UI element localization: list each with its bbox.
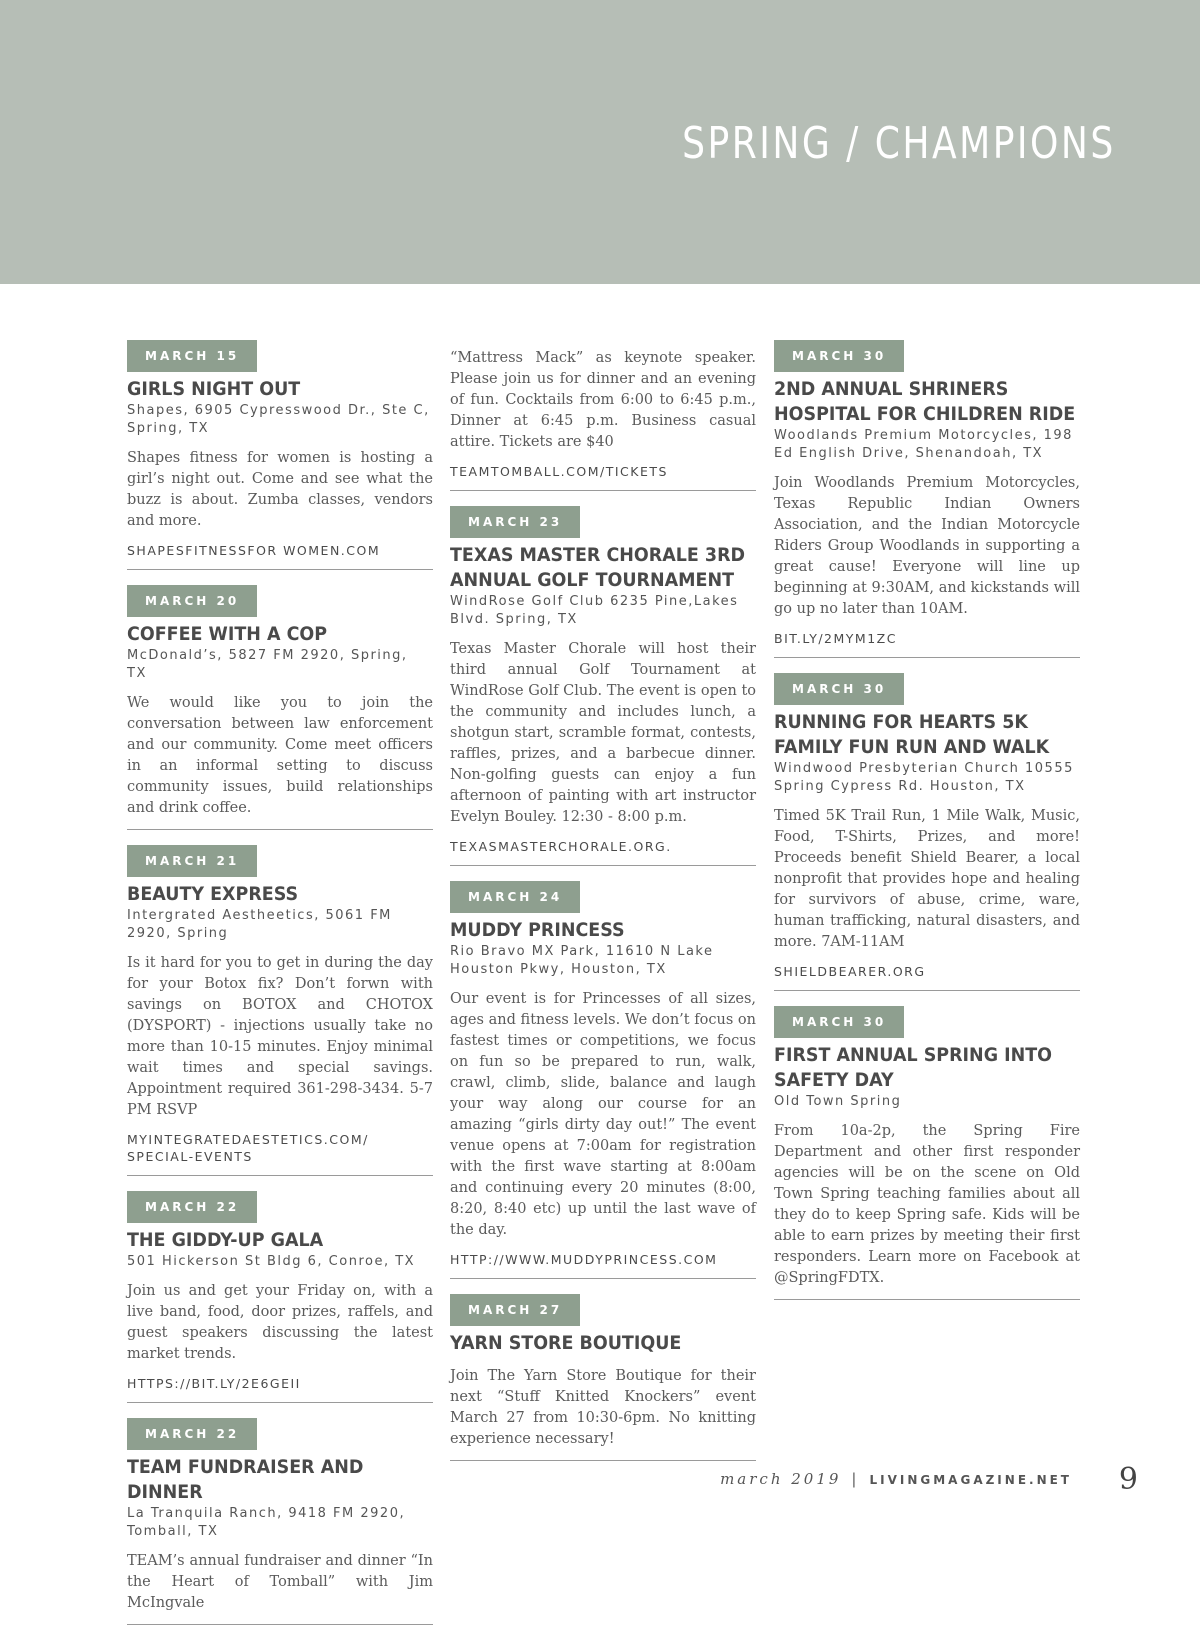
date-badge: MARCH 30 bbox=[774, 340, 904, 372]
event-description: Join The Yarn Store Boutique for their next “Stuff Knitted Knockers” event March 27 from 10:30-6pm. No knitting experience necessary! bbox=[450, 1368, 756, 1447]
event-description: We would like you to join the conversation between law enforcement and our community. Come meet officers in an informal setting to discuss community issues, build relationships and drink coffee. bbox=[127, 695, 433, 816]
event-description: Timed 5K Trail Run, 1 Mile Walk, Music, Food, T-Shirts, Prizes, and more! Proceeds benefit Shield Bearer, a local nonprofit that provides hope and healing for survivors of abuse, crime, ware, human trafficking, natural disasters, and more. 7AM-11AM bbox=[774, 808, 1080, 950]
event-description: Is it hard for you to get in during the day for your Botox fix? Don’t forwn with savings on BOTOX and CHOTOX (DYSPORT) - injections usually take no more than 10-15 minutes. Enjoy minimal wait times and special savings. Appointment required 361-298-3434. 5-7 PM RSVP bbox=[127, 955, 433, 1118]
date-badge: MARCH 30 bbox=[774, 673, 904, 705]
event-title: 2ND ANNUAL SHRINERS HOSPITAL FOR CHILDREN RIDE bbox=[774, 378, 1076, 425]
date-badge: MARCH 15 bbox=[127, 340, 257, 372]
date-badge: MARCH 30 bbox=[774, 1006, 904, 1038]
event-listing bbox=[774, 1006, 1080, 1300]
date-badge: MARCH 27 bbox=[450, 1294, 580, 1326]
event-description: “Mattress Mack” as keynote speaker. Please join us for dinner and an evening of fun. Cocktails from 6:00 to 6:45 p.m., Dinner at 6:45 p.m. Business casual attire. Tickets are $40 bbox=[450, 350, 756, 450]
event-description: Join Woodlands Premium Motorcycles, Texas Republic Indian Owners Association, and the Indian Motorcycle Riders Group Woodlands in supporting a great cause! Everyone will line up beginning at 9:30AM, and kickstands will go up no later than 10AM. bbox=[774, 475, 1080, 617]
event-link[interactable]: HTTP://WWW.MUDDYPRINCESS.COM bbox=[450, 1252, 718, 1267]
event-location: Intergrated Aestheetics, 5061 FM 2920, Spring bbox=[127, 908, 392, 941]
date-badge-row bbox=[127, 1191, 433, 1223]
column-1 bbox=[127, 340, 433, 1640]
event-link[interactable]: TEAMTOMBALL.COM/TICKETS bbox=[450, 464, 668, 479]
event-location: 501 Hickerson St Bldg 6, Conroe, TX bbox=[127, 1254, 416, 1269]
event-description: Texas Master Chorale will host their third annual Golf Tournament at WindRose Golf Club. The event is open to the community and includes lunch, a shotgun start, scramble format, contests, raffles, prizes, and a barbecue dinner. Non-golfing guests can enjoy a fun afternoon of painting with art instructor Evelyn Bouley. 12:30 - 8:00 p.m. bbox=[450, 641, 756, 825]
event-listing bbox=[450, 348, 756, 491]
date-badge-row bbox=[127, 585, 433, 617]
event-title: RUNNING FOR HEARTS 5K FAMILY FUN RUN AND WALK bbox=[774, 711, 1050, 758]
event-link[interactable]: SHAPESFITNESSFOR WOMEN.COM bbox=[127, 543, 381, 558]
event-listing bbox=[450, 506, 756, 866]
event-listing bbox=[127, 1191, 433, 1403]
date-badge: MARCH 23 bbox=[450, 506, 580, 538]
event-location: Rio Bravo MX Park, 11610 N Lake Houston Pkwy, Houston, TX bbox=[450, 944, 714, 977]
event-listing bbox=[450, 881, 756, 1279]
date-badge-row bbox=[774, 340, 1080, 372]
event-location: La Tranquila Ranch, 9418 FM 2920, Tomball, TX bbox=[127, 1506, 406, 1539]
event-link[interactable]: HTTPS://BIT.LY/2E6GEII bbox=[127, 1376, 301, 1391]
event-description: Join us and get your Friday on, with a live band, food, door prizes, raffels, and guest speakers discussing the latest market trends. bbox=[127, 1283, 433, 1362]
event-title: YARN STORE BOUTIQUE bbox=[450, 1332, 682, 1354]
date-badge-row bbox=[774, 1006, 1080, 1038]
page-number: 9 bbox=[1118, 1462, 1138, 1497]
date-badge-row bbox=[450, 506, 756, 538]
date-badge-row bbox=[774, 673, 1080, 705]
event-location: Windwood Presbyterian Church 10555 Spring Cypress Rd. Houston, TX bbox=[774, 761, 1074, 794]
date-badge: MARCH 24 bbox=[450, 881, 580, 913]
event-location: Woodlands Premium Motorcycles, 198 Ed English Drive, Shenandoah, TX bbox=[774, 428, 1073, 461]
event-location: Shapes, 6905 Cypresswood Dr., Ste C, Spring, TX bbox=[127, 403, 430, 436]
footer bbox=[720, 1470, 1072, 1488]
site-link[interactable]: LIVINGMAGAZINE.NET bbox=[869, 1473, 1072, 1487]
event-listing bbox=[127, 1418, 433, 1625]
event-title: MUDDY PRINCESS bbox=[450, 919, 625, 941]
header-banner bbox=[0, 0, 1200, 284]
event-location: WindRose Golf Club 6235 Pine,Lakes Blvd. Spring, TX bbox=[450, 594, 739, 627]
event-location: Old Town Spring bbox=[774, 1094, 902, 1109]
event-description: TEAM’s annual fundraiser and dinner “In the Heart of Tomball” with Jim McIngvale bbox=[127, 1553, 433, 1611]
issue-date: march 2019 bbox=[720, 1470, 842, 1488]
event-title: TEAM FUNDRAISER AND DINNER bbox=[127, 1456, 364, 1503]
event-link[interactable]: TEXASMASTERCHORALE.ORG. bbox=[450, 839, 672, 854]
date-badge: MARCH 21 bbox=[127, 845, 257, 877]
event-listing bbox=[774, 673, 1080, 991]
event-title: BEAUTY EXPRESS bbox=[127, 883, 299, 905]
event-title: THE GIDDY-UP GALA bbox=[127, 1229, 324, 1251]
date-badge-row bbox=[127, 845, 433, 877]
date-badge-row bbox=[127, 1418, 433, 1450]
event-listing bbox=[127, 845, 433, 1176]
event-link[interactable]: SHIELDBEARER.ORG bbox=[774, 964, 926, 979]
event-title: FIRST ANNUAL SPRING INTO SAFETY DAY bbox=[774, 1044, 1053, 1091]
column-3 bbox=[774, 340, 1080, 1315]
date-badge-row bbox=[127, 340, 433, 372]
event-title: GIRLS NIGHT OUT bbox=[127, 378, 301, 400]
event-description: Shapes fitness for women is hosting a girl’s night out. Come and see what the buzz is about. Zumba classes, vendors and more. bbox=[127, 450, 433, 529]
event-listing bbox=[450, 1294, 756, 1461]
event-listing bbox=[127, 585, 433, 830]
event-title: COFFEE WITH A COP bbox=[127, 623, 328, 645]
event-link[interactable]: MYINTEGRATEDAESTETICS.COM/ SPECIAL-EVENTS bbox=[127, 1132, 369, 1164]
section-title: SPRING / CHAMPIONS bbox=[682, 118, 1116, 169]
date-badge: MARCH 20 bbox=[127, 585, 257, 617]
event-title: TEXAS MASTER CHORALE 3RD ANNUAL GOLF TOURNAMENT bbox=[450, 544, 746, 591]
event-listing bbox=[774, 340, 1080, 658]
date-badge: MARCH 22 bbox=[127, 1418, 257, 1450]
event-description: Our event is for Princesses of all sizes, ages and fitness levels. We don’t focus on fastest times or competitions, we focus on fun so be prepared to run, walk, crawl, climb, slide, balance and laugh your way along our course for an amazing “girls dirty day out!” The event venue opens at 7:00am for registration with the first wave starting at 8:00am and continuing every 20 minutes (8:00, 8:20, 8:40 etc) up until the last wave of the day. bbox=[450, 991, 756, 1238]
event-location: McDonald’s, 5827 FM 2920, Spring, TX bbox=[127, 648, 408, 681]
event-link[interactable]: BIT.LY/2MYM1ZC bbox=[774, 631, 897, 646]
footer-separator: | bbox=[851, 1470, 860, 1488]
event-description: From 10a-2p, the Spring Fire Department and other first responder agencies will be on the scene on Old Town Spring teaching families about all they do to keep Spring safe. Kids will be able to earn prizes by meeting their first responders. Learn more on Facebook at @SpringFDTX. bbox=[774, 1123, 1080, 1286]
date-badge-row bbox=[450, 1294, 756, 1326]
column-2 bbox=[450, 340, 756, 1476]
event-listing bbox=[127, 340, 433, 570]
date-badge-row bbox=[450, 881, 756, 913]
date-badge: MARCH 22 bbox=[127, 1191, 257, 1223]
